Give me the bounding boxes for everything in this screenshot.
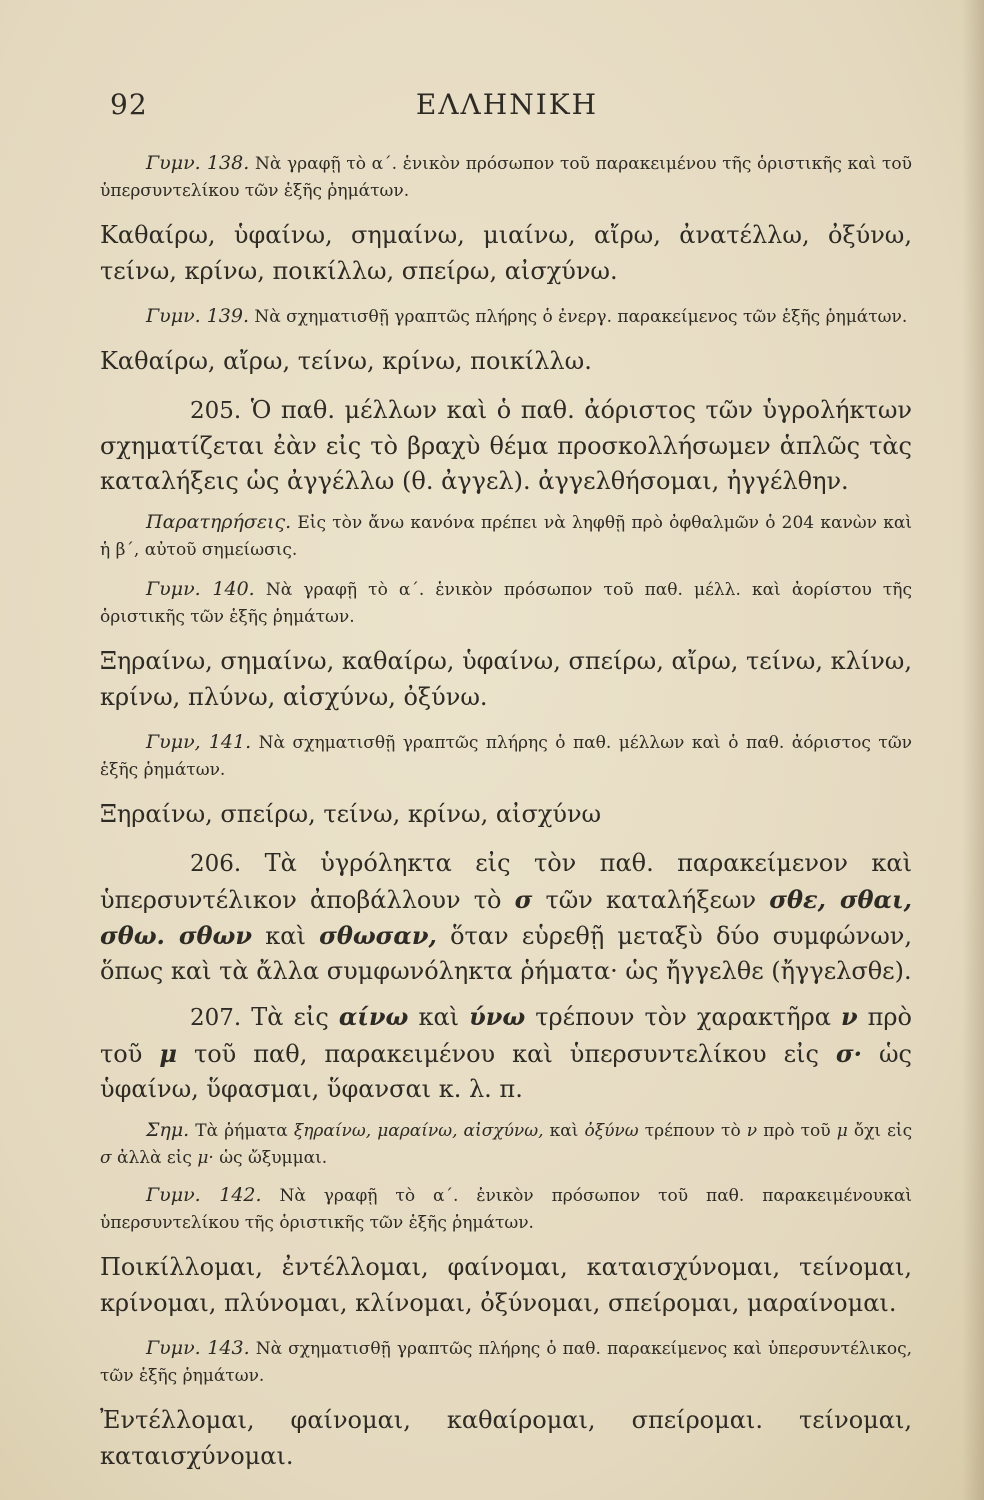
rule-207 xyxy=(100,999,912,1107)
rule-text: καὶ xyxy=(418,1003,460,1031)
rule-number: 207. xyxy=(190,1005,242,1031)
rule-text: Ὁ παθ. μέλλων καὶ ὁ παθ. ἀόριστος τῶν ὑγρολήκτων σχηματίζεται ἐὰν εἰς τὸ βραχὺ θέμα προσκολλήσωμεν ἁπλῶς τὰς καταλήξεις ὡς ἀγγέλλω (θ. ἀγγελ). ἀγγελθήσομαι, ἠγγέλθην. xyxy=(100,396,912,495)
exercise-text: Νὰ γραφῇ τὸ α΄. ἑνικὸν πρόσωπον τοῦ παθ. μέλλ. καὶ ἀορίστου τῆς ὁριστικῆς τῶν ἑξῆς ῥημάτων. xyxy=(100,580,913,627)
emph-letter: μ xyxy=(836,1121,848,1141)
emph-letter: σ· xyxy=(835,1039,862,1068)
remarks-label: Παρατηρήσεις. xyxy=(146,511,292,533)
emph-sigma: σ xyxy=(514,885,533,914)
note-text: τρέπουν τὸ xyxy=(644,1121,741,1141)
exercise-text: Νὰ γραφῇ τὸ α΄. ἑνικὸν πρόσωπον τοῦ παρακειμένου τῆς ὁριστικῆς καὶ τοῦ ὑπερσυντελίκου τῶν ἑξῆς ῥημάτων. xyxy=(100,154,913,201)
rule-205 xyxy=(100,393,912,499)
page-number: 92 xyxy=(110,88,148,121)
page-edge-shadow xyxy=(962,0,984,1500)
word-list-143: Ἐντέλλομαι, φαίνομαι, καθαίρομαι, σπείρομαι. τείνομαι, καταισχύνομαι. xyxy=(100,1406,912,1470)
exercise-138 xyxy=(100,150,912,205)
rule-text: τρέπουν τὸν χαρακτῆρα xyxy=(535,1003,831,1031)
rule-text: τοῦ παθ, παρακειμένου καὶ ὑπερσυντελίκου εἰς xyxy=(193,1040,819,1068)
emph-endings: σθωσαν, xyxy=(319,921,437,950)
exercise-139 xyxy=(100,303,912,331)
exercise-143 xyxy=(100,1335,912,1390)
rule-text: Τὰ ὑγρόληκτα εἰς τὸν παθ. παρακείμενον καὶ ὑπερσυντέλικον ἀποβάλλουν τὸ xyxy=(100,849,912,914)
note-label: Σημ. xyxy=(146,1119,190,1141)
note-text: Τὰ ῥήματα xyxy=(195,1121,288,1141)
page-content xyxy=(100,150,912,1488)
rule-number: 205. xyxy=(190,398,242,424)
word-list-141: Ξηραίνω, σπείρω, τείνω, κρίνω, αἰσχύνω xyxy=(100,800,602,828)
note-text: ὄχι εἰς xyxy=(853,1121,913,1141)
emph-endings: σθε, σθαι, σθω. σθων xyxy=(100,885,912,950)
emph-letter: ν xyxy=(746,1121,758,1141)
exercise-label: Γυμν. 143. xyxy=(146,1337,250,1359)
remarks-text: Εἰς τὸν ἄνω κανόνα πρέπει νὰ ληφθῇ πρὸ ὀφθαλμῶν ὁ 204 κανὼν καὶ ἡ β΄, αὐτοῦ σημείωσις. xyxy=(100,513,912,560)
exercise-text: Νὰ σχηματισθῇ γραπτῶς πλήρης ὁ ἐνεργ. παρακείμενος τῶν ἑξῆς ῥημάτων. xyxy=(254,307,908,327)
note-text: ἀλλὰ εἰς xyxy=(117,1148,192,1168)
rule-text: τῶν καταλήξεων xyxy=(545,886,757,914)
emph-verbs: ξηραίνω, μαραίνω, αἰσχύνω, xyxy=(293,1121,544,1141)
exercise-label: Γυμν. 142. xyxy=(146,1184,262,1206)
exercise-141 xyxy=(100,729,912,784)
rule-206 xyxy=(100,846,912,989)
emph-letter: μ· xyxy=(197,1148,214,1168)
exercise-text: Νὰ σχηματισθῇ γραπτῶς πλήρης ὁ παθ. παρακείμενος καὶ ὑπερσυντέλικος, τῶν ἑξῆς ῥημάτων. xyxy=(100,1339,913,1386)
rule-text: ὅταν εὑρεθῇ μεταξὺ δύο συμφώνων, ὅπως καὶ τὰ ἄλλα συμφωνόληκτα ῥήματα· ὡς ἤγγελθε (ἤγγελσθε). xyxy=(100,922,912,985)
rule-text: καὶ xyxy=(265,922,306,950)
word-list-140: Ξηραίνω, σημαίνω, καθαίρω, ὑφαίνω, σπείρω, αἴρω, τείνω, κλίνω, κρίνω, πλύνω, αἰσχύνω, ὀξύνω. xyxy=(100,647,912,711)
note-207 xyxy=(100,1117,912,1172)
exercise-text: Νὰ σχηματισθῇ γραπτῶς πλήρης ὁ παθ. μέλλων καὶ ὁ παθ. ἀόριστος τῶν ἑξῆς ῥημάτων. xyxy=(100,733,913,780)
exercise-label: Γυμν. 139. xyxy=(146,305,250,327)
remarks-205 xyxy=(100,509,912,564)
emph-letter: μ xyxy=(159,1039,177,1068)
exercise-140 xyxy=(100,576,912,631)
note-text: πρὸ τοῦ xyxy=(763,1121,831,1141)
exercise-label: Γυμν, 141. xyxy=(146,731,252,753)
emph-letter: ν xyxy=(840,1002,858,1031)
running-title: ΕΛΛΗΝΙΚΗ xyxy=(415,88,599,121)
rule-text: Τὰ εἰς xyxy=(251,1003,329,1031)
emph-suffix: αίνω xyxy=(338,1002,409,1031)
word-list-138: Καθαίρω, ὑφαίνω, σημαίνω, μιαίνω, αἴρω, ἀνατέλλω, ὀξύνω, τείνω, κρίνω, ποικίλλω, σπείρω, αἰσχύνω. xyxy=(100,221,912,285)
note-text: καὶ xyxy=(549,1121,579,1141)
note-text: ὡς ὤξυμμαι. xyxy=(219,1148,328,1168)
exercise-text: Νὰ γραφῇ τὸ α΄. ἑνικὸν πρόσωπον τοῦ παθ. παρακειμένουκαὶ ὑπερσυντελίκου τῆς ὁριστικῆς τῶν ἑξῆς ῥημάτων. xyxy=(100,1186,913,1233)
rule-text: πρὸ τοῦ xyxy=(100,1003,912,1068)
rule-number: 206. xyxy=(190,851,242,877)
emph-suffix: ύνω xyxy=(469,1002,526,1031)
exercise-142 xyxy=(100,1182,912,1237)
emph-verb: ὀξύνω xyxy=(584,1121,639,1141)
word-list-142: Ποικίλλομαι, ἐντέλλομαι, φαίνομαι, καταισχύνομαι, τείνομαι, κρίνομαι, πλύνομαι, κλίνομαι, ὀξύνομαι, σπείρομαι, μαραίνομαι. xyxy=(100,1253,912,1317)
exercise-label: Γυμν. 140. xyxy=(146,578,255,600)
exercise-label: Γυμν. 138. xyxy=(146,152,250,174)
word-list-139: Καθαίρω, αἴρω, τείνω, κρίνω, ποικίλλω. xyxy=(100,347,592,375)
emph-letter: σ xyxy=(100,1148,112,1168)
rule-text: ὡς ὑφαίνω, ὕφασμαι, ὕφανσαι κ. λ. π. xyxy=(100,1040,912,1103)
running-head xyxy=(100,88,914,128)
